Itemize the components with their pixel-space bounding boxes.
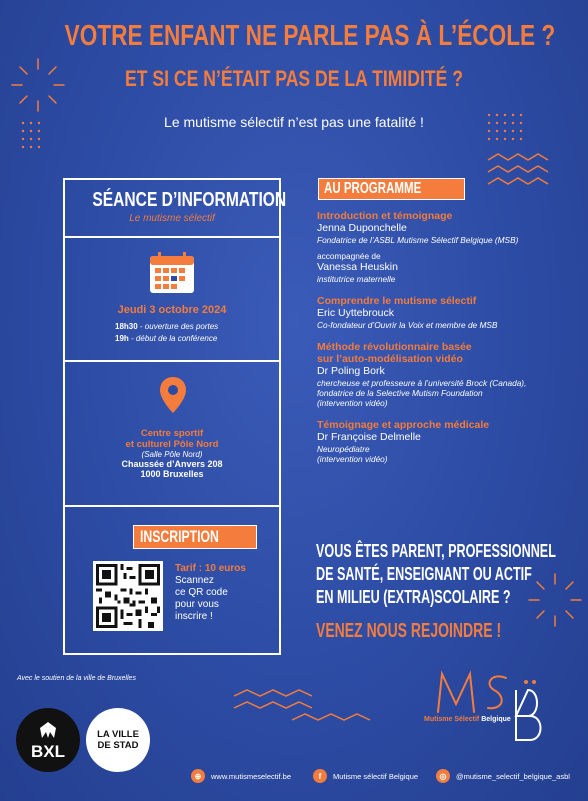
qr-code[interactable]	[93, 561, 163, 631]
programme-badge: AU PROGRAMME	[318, 178, 465, 200]
calendar-icon	[149, 252, 195, 294]
venue-section	[65, 362, 279, 507]
zigzag-decoration-bottom	[232, 688, 372, 728]
globe-icon: ⊕	[191, 769, 205, 783]
tagline: Le mutisme sélectif n’est pas une fatalité !	[164, 114, 424, 130]
join-us-text: VENEZ NOUS REJOINDRE !	[316, 620, 502, 642]
page-title: VOTRE ENFANT NE PARLE PAS À L’ÉCOLE ?	[64, 20, 556, 52]
bxl-logo: BXL	[16, 708, 80, 772]
instagram-icon: ◎	[436, 769, 450, 783]
info-card	[63, 178, 287, 655]
location-pin-icon	[159, 376, 187, 414]
facebook-icon: f	[313, 769, 327, 783]
call-to-action: VOUS ÊTES PARENT, PROFESSIONNEL DE SANTÉ, ENSEIGNANT OU ACTIF EN MILIEU (EXTRA)SCOLAIRE ?	[316, 541, 556, 607]
date-section	[65, 238, 279, 362]
programme-item: Méthode révolutionnaire basée sur l’auto-modélisation vidéo Dr Poling Bork chercheuse et professeure à l’université Brock (Canada), fondatrice de la Selective Mutism Foundation (intervention vidéo)	[317, 341, 527, 408]
ville-de-stad-logo: LA VILLE DE STAD	[86, 708, 150, 772]
event-time-doors: 18h30 - ouverture des portes	[115, 322, 219, 331]
zigzag-decoration-right	[486, 152, 556, 192]
venue-address: Centre sportif et culturel Pôle Nord (Salle Pôle Nord) Chaussée d’Anvers 208 1000 Bruxelles	[121, 428, 223, 479]
inscription-badge: INSCRIPTION	[133, 525, 257, 549]
msb-logo-name: Mutisme Sélectif Belgique	[424, 716, 511, 723]
msb-logo	[432, 668, 552, 746]
programme-list	[317, 210, 567, 464]
info-card-subtitle: Le mutisme sélectif	[129, 213, 215, 224]
support-text: Avec le soutien de la ville de Bruxelles	[17, 675, 136, 682]
programme-item: Témoignage et approche médicale Dr Françoise Delmelle Neuropédiatre (intervention vidéo)	[317, 419, 490, 464]
programme-item: Introduction et témoignage Jenna Duponchelle Fondatrice de l’ASBL Mutisme Sélectif Belgique (MSB) accompagnée de Vanessa Heuskin institutrice maternelle	[317, 210, 519, 284]
inscription-text: Tarif : 10 euros Scannez ce QR code pour vous inscrire !	[175, 563, 246, 622]
event-time-start: 19h - début de la conférence	[115, 334, 218, 343]
info-card-title: SÉANCE D’INFORMATION	[92, 189, 287, 211]
inscription-section	[65, 507, 279, 653]
footer-website[interactable]: ⊕ www.mutismeselectif.be	[191, 769, 291, 783]
info-card-header	[65, 180, 287, 238]
event-date: Jeudi 3 octobre 2024	[117, 304, 227, 316]
footer-instagram[interactable]: ◎ @mutisme_selectif_belgique_asbl	[436, 769, 570, 783]
programme-item: Comprendre le mutisme sélectif Eric Uyttebrouck Co-fondateur d’Ouvrir la Voix et membre de MSB	[317, 295, 498, 330]
page-subtitle: ET SI CE N’ÉTAIT PAS DE LA TIMIDITÉ ?	[125, 66, 464, 91]
footer-facebook[interactable]: f Mutisme sélectif Belgique	[313, 769, 418, 783]
bxl-emblem-icon	[36, 720, 60, 740]
